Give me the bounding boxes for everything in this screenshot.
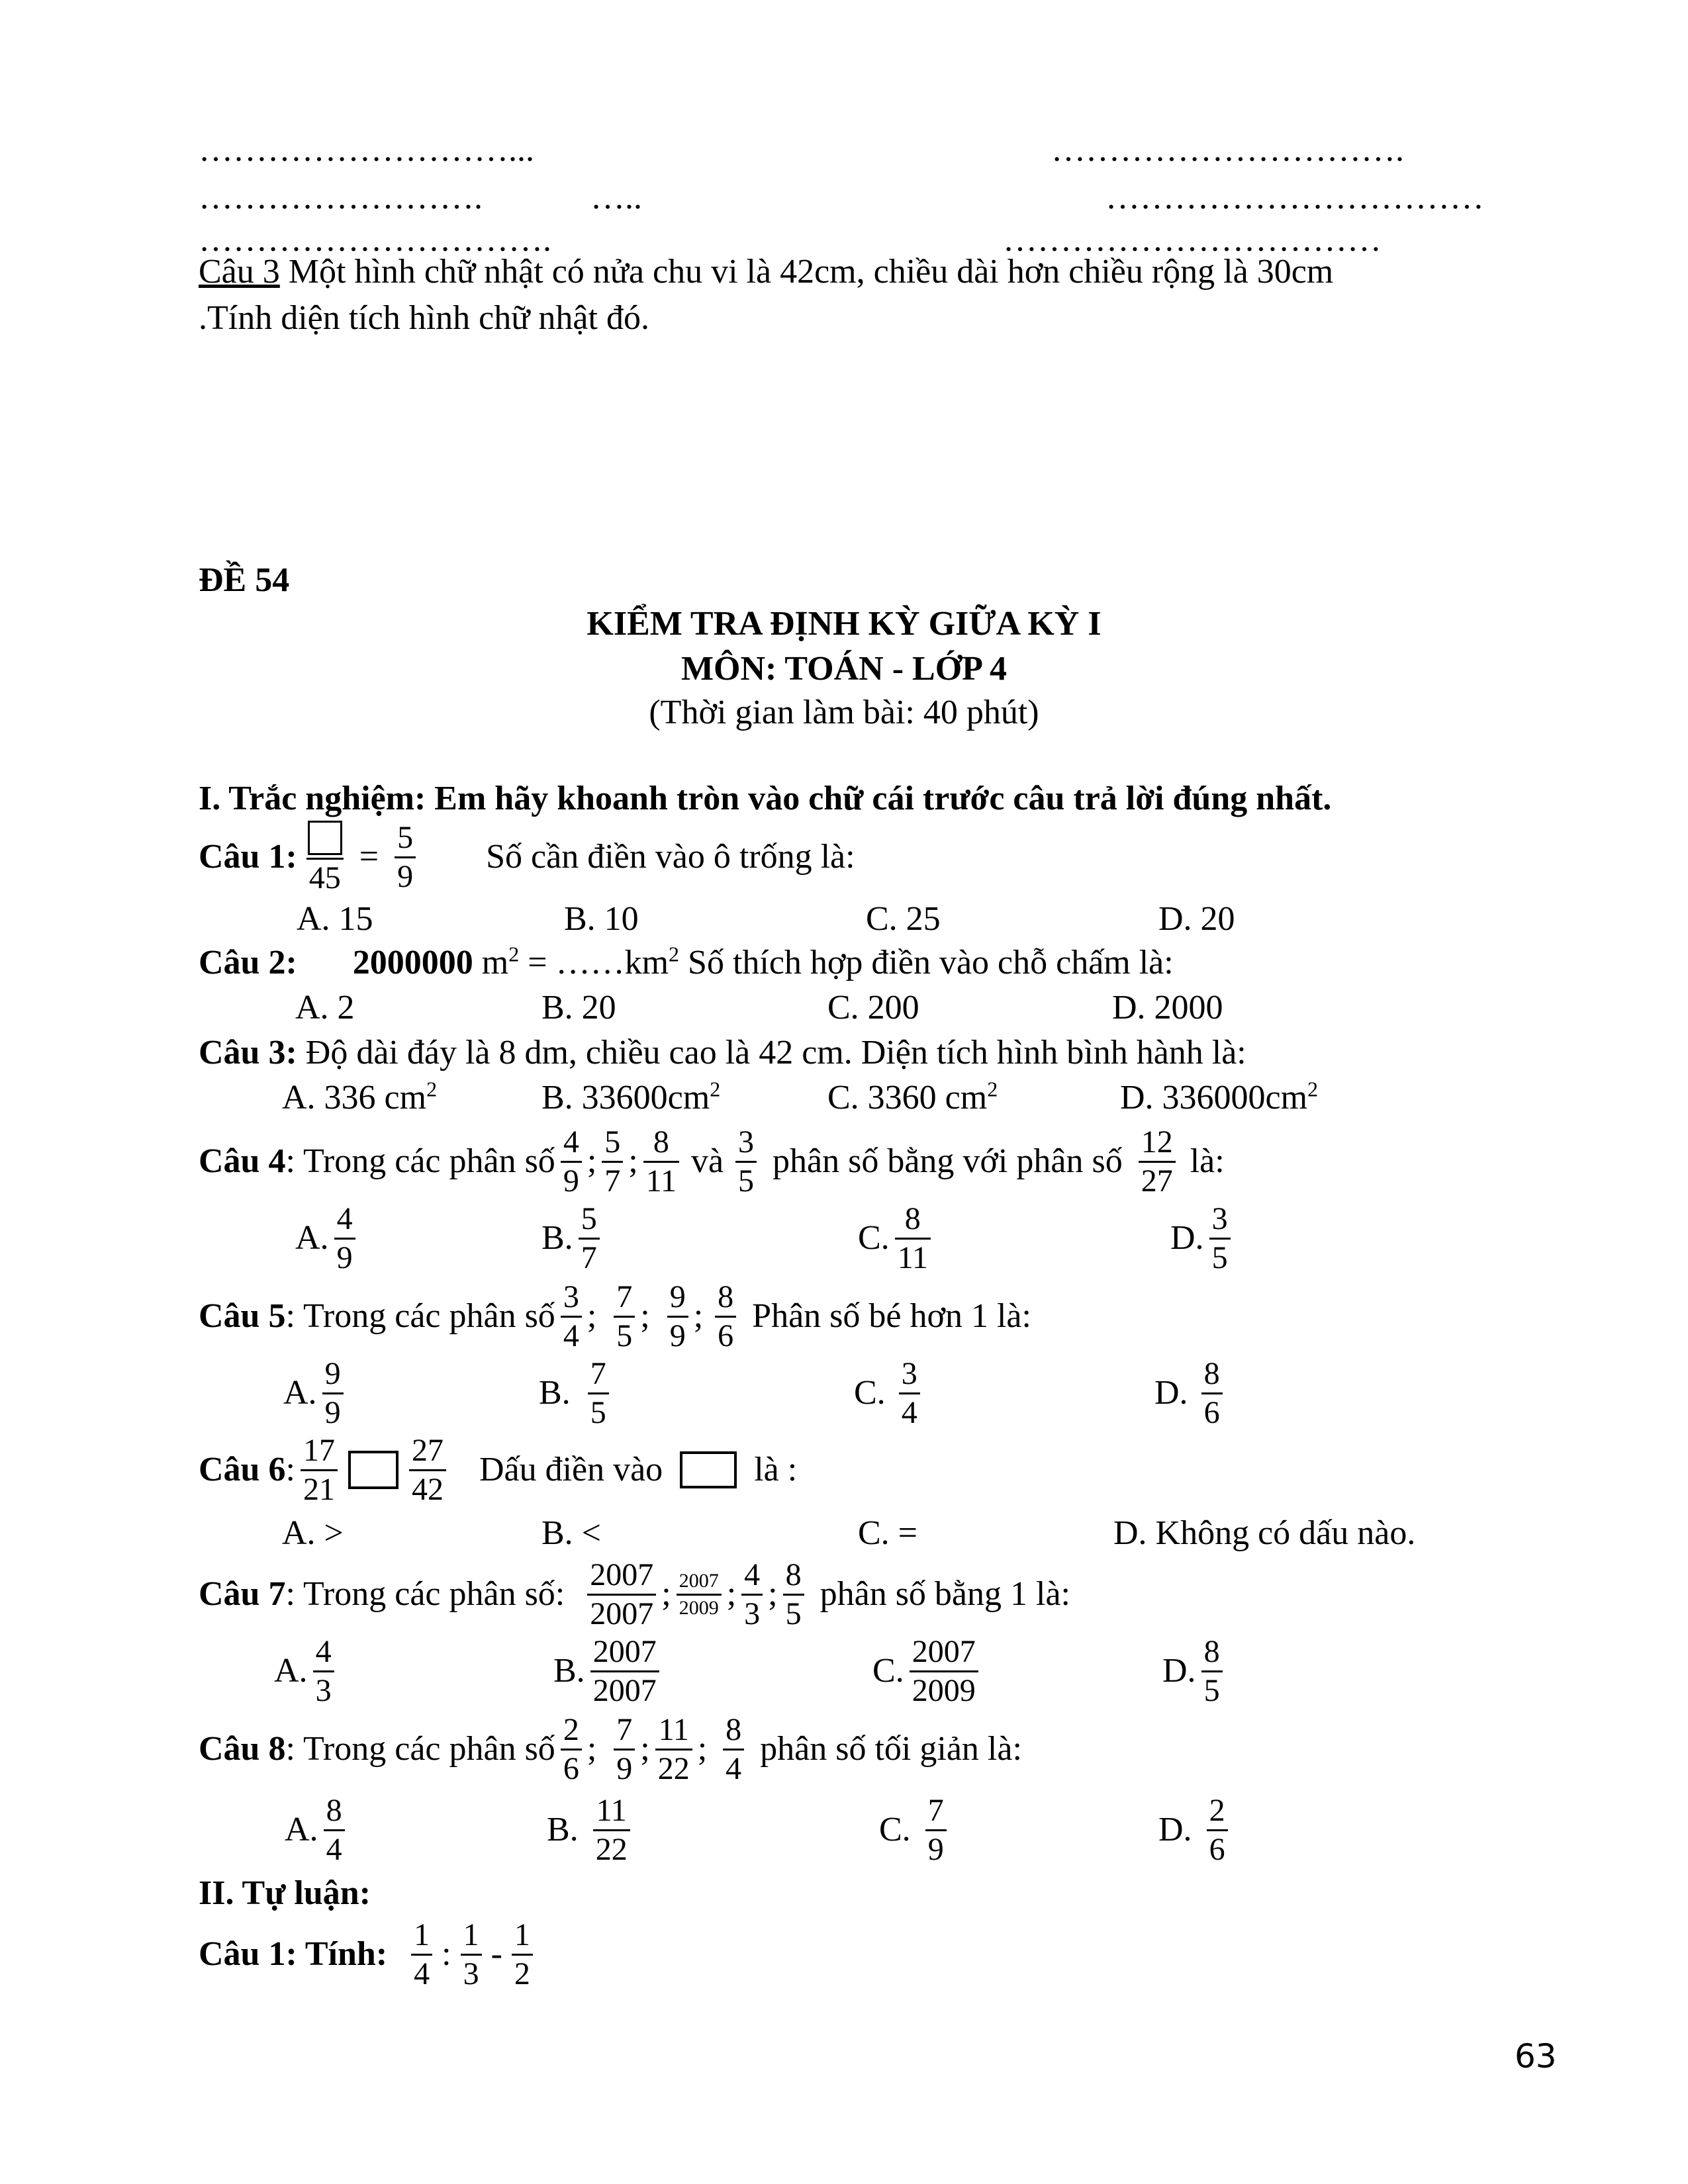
option-a[interactable]: A. 2	[295, 989, 355, 1026]
fraction: $\frac{8}{4}$	[324, 1795, 345, 1866]
question-4: Câu 4 : Trong các phân số $\frac{4}{9}$ ; $\frac{5}{7}$ ; $\frac{8}{11}$ và $\frac{3}{5}$ phân số bằng với phân số $\frac{12}{27}$ là:	[199, 1124, 1225, 1199]
question-label: Câu 1:	[199, 838, 297, 876]
part1-heading: I. Trắc nghiệm: Em hãy khoanh tròn vào chữ cái trước câu trả lời đúng nhất.	[199, 780, 1332, 817]
option-c[interactable]: C. 200	[827, 989, 919, 1026]
essay-question-1: Câu 1: Tính: $\frac{1}{4}$ : $\frac{1}{3}$ - $\frac{1}{2}$	[199, 1911, 538, 1997]
question-label: Câu 3	[199, 253, 280, 291]
equation: = ……km	[519, 944, 669, 981]
fraction: $\frac{2007}{2009}$	[677, 1571, 722, 1618]
option-a[interactable]: A. 15	[297, 900, 373, 938]
question-label: Câu 1: Tính:	[199, 1935, 388, 1973]
question-text: Phân số bé hơn 1 là:	[752, 1297, 1031, 1335]
option-b[interactable]: B. $\frac{5}{7}$	[541, 1195, 605, 1281]
question-text: phân số bằng 1 là:	[820, 1575, 1070, 1613]
option-c[interactable]: C. $\frac{3}{4}$	[854, 1350, 925, 1436]
question-text: : Trong các phân số	[285, 1142, 555, 1180]
fraction: $\frac{8}{6}$	[1201, 1358, 1223, 1429]
question-8: Câu 8 : Trong các phân số $\frac{2}{6}$ ; $\frac{7}{9}$ ; $\frac{11}{22}$ ; $\frac{8}{4}$ phân số tối giản là:	[199, 1711, 1022, 1786]
question-label: Câu 8	[199, 1730, 286, 1768]
question-text: : Trong các phân số:	[285, 1575, 565, 1613]
option-d[interactable]: D. Không có dấu nào.	[1113, 1514, 1416, 1552]
option-a[interactable]: A. $\frac{4}{3}$	[274, 1628, 340, 1714]
exam-duration: (Thời gian làm bài: 40 phút)	[649, 694, 1039, 731]
page-number: 63	[1515, 2037, 1557, 2075]
fraction: $\frac{5}{7}$	[602, 1126, 623, 1197]
fraction: $\frac{8}{5}$	[783, 1559, 804, 1630]
fraction: $\frac{1}{2}$	[512, 1919, 533, 1990]
option-c[interactable]: C. 25	[866, 900, 941, 938]
option-a[interactable]: A. 336 $cm^2$	[282, 1077, 438, 1116]
question-label: Câu 4	[199, 1142, 286, 1180]
fraction: $\frac{2}{6}$	[561, 1714, 582, 1785]
fraction: $\frac{3}{4}$	[561, 1281, 582, 1352]
fraction: $\frac{3}{4}$	[899, 1358, 920, 1429]
question-1	[199, 821, 855, 893]
exam-title: KIỂM TRA ĐỊNH KỲ GIỮA KỲ I	[586, 605, 1102, 643]
dotted-line: …..	[590, 179, 642, 216]
question-text: Độ dài đáy là 8 dm, chiều cao là 42 cm. Diện tích hình bình hành là:	[297, 1034, 1246, 1071]
blank-box[interactable]	[348, 1451, 399, 1489]
option-d[interactable]: D. $\frac{3}{5}$	[1170, 1195, 1236, 1281]
fraction: $\frac{7}{5}$	[614, 1281, 635, 1352]
dotted-line: ………………………...	[199, 131, 534, 169]
fraction: $\frac{5}{7}$	[579, 1203, 600, 1274]
fraction: $\frac{4}{9}$	[561, 1126, 582, 1197]
exam-subject: MÔN: TOÁN - LỚP 4	[680, 650, 1008, 688]
option-b[interactable]: B. $\frac{7}{5}$	[539, 1350, 614, 1436]
blank-box	[308, 821, 342, 855]
option-b[interactable]: B. $\frac{11}{22}$	[547, 1787, 635, 1873]
question-text: phân số bằng với phân số	[773, 1142, 1123, 1180]
fraction: $\frac{2007}{2007}$	[587, 1559, 656, 1630]
fraction: $\frac{3}{5}$	[1209, 1203, 1231, 1274]
question-label: Câu 3:	[199, 1034, 297, 1071]
fraction: $\frac{5}{9}$	[395, 822, 416, 893]
option-d[interactable]: D. $\frac{2}{6}$	[1158, 1787, 1233, 1873]
question-text: phân số tối giản là:	[760, 1730, 1022, 1768]
question-5: Câu 5 : Trong các phân số $\frac{3}{4}$ ; $\frac{7}{5}$ ; $\frac{9}{9}$ ; $\frac{8}{6}$ Phân số bé hơn 1 là:	[199, 1279, 1031, 1353]
dotted-line: …………………….	[199, 179, 483, 216]
question-label: Câu 5	[199, 1297, 286, 1335]
option-b[interactable]: B. $\frac{2007}{2007}$	[553, 1628, 665, 1714]
equals-sign: =	[359, 838, 379, 876]
option-c[interactable]: C. =	[858, 1514, 918, 1552]
blank-box[interactable]	[680, 1451, 737, 1488]
option-a[interactable]: A. $\frac{8}{4}$	[285, 1787, 350, 1873]
exponent: 2	[669, 942, 680, 966]
fraction: $\frac{4}{9}$	[334, 1203, 355, 1274]
fraction	[306, 821, 344, 894]
unit: m	[473, 944, 509, 981]
fraction: $\frac{8}{5}$	[1201, 1636, 1223, 1707]
fraction: $\frac{8}{6}$	[715, 1281, 736, 1352]
question-7: Câu 7 : Trong các phân số: $\frac{2007}{2007}$ ; $\frac{2007}{2009}$ ; $\frac{4}{3}$ ; $\frac{8}{5}$ phân số bằng 1 là:	[199, 1557, 1070, 1631]
option-b[interactable]: B. 20	[541, 989, 616, 1026]
question-label: Câu 7	[199, 1575, 286, 1613]
question-text: Số thích hợp điền vào chỗ chấm là:	[679, 944, 1174, 981]
option-c[interactable]: C. $\frac{7}{9}$	[879, 1787, 952, 1873]
fraction: $\frac{3}{5}$	[735, 1126, 757, 1197]
fraction: $\frac{7}{5}$	[588, 1358, 609, 1429]
fraction: $\frac{11}{22}$	[593, 1795, 630, 1866]
fraction: $\frac{9}{9}$	[667, 1281, 688, 1352]
option-d[interactable]: D. 2000	[1112, 989, 1223, 1026]
option-b[interactable]: B. 10	[564, 900, 639, 938]
dotted-line: ………………………….	[199, 221, 551, 259]
fraction: $\frac{7}{9}$	[614, 1714, 635, 1785]
question-text: Số cần điền vào ô trống là:	[486, 838, 855, 876]
fraction: $\frac{27}{42}$	[409, 1435, 446, 1506]
fraction: $\frac{8}{11}$	[643, 1126, 679, 1197]
prev-question-3-line2: .Tính diện tích hình chữ nhật đó.	[199, 299, 649, 337]
question-6: Câu 6 : $\frac{17}{21}$ $\frac{27}{42}$ Dấu điền vào là :	[199, 1432, 798, 1507]
fraction: $\frac{9}{9}$	[322, 1358, 344, 1429]
fraction: $\frac{12}{27}$	[1139, 1126, 1176, 1197]
option-d[interactable]: D. $\frac{8}{5}$	[1162, 1628, 1228, 1714]
question-text: : Trong các phân số	[285, 1297, 555, 1335]
fraction: $\frac{2007}{2009}$	[910, 1636, 978, 1707]
option-a[interactable]: A. $\frac{4}{9}$	[295, 1195, 361, 1281]
question-text: : Trong các phân số	[285, 1730, 555, 1768]
part2-heading: II. Tự luận:	[199, 1874, 371, 1912]
fraction: $\frac{2}{6}$	[1207, 1795, 1228, 1866]
value: 2000000	[352, 944, 473, 981]
option-a[interactable]: A. $\frac{9}{9}$	[283, 1350, 349, 1436]
fraction: $\frac{4}{3}$	[741, 1559, 763, 1630]
dotted-line: ……………………………	[1105, 179, 1484, 216]
fraction: $\frac{2007}{2007}$	[590, 1636, 659, 1707]
dotted-line: ……………………………	[1003, 221, 1382, 259]
fraction: $\frac{1}{3}$	[461, 1919, 482, 1990]
question-label: Câu 2:	[199, 944, 297, 981]
fraction: $\frac{4}{3}$	[313, 1636, 334, 1707]
question-3	[199, 1032, 1246, 1073]
fraction: $\frac{1}{4}$	[411, 1919, 432, 1990]
option-c[interactable]: C. 3360 $cm^2$	[827, 1077, 998, 1116]
fraction: $\frac{7}{9}$	[925, 1795, 947, 1866]
fraction: $\frac{11}{22}$	[655, 1714, 692, 1785]
denominator: 45	[308, 860, 341, 895]
question-2	[199, 942, 1174, 983]
fraction: $\frac{17}{21}$	[301, 1435, 338, 1506]
question-text: Một hình chữ nhật có nửa chu vi là 42cm, chiều dài hơn chiều rộng là 30cm	[279, 253, 1334, 291]
option-b[interactable]: B. $33600cm^2$	[541, 1077, 721, 1116]
exam-code: ĐỀ 54	[199, 561, 290, 599]
option-d[interactable]: D. $336000cm^2$	[1120, 1077, 1319, 1116]
option-d[interactable]: D. $\frac{8}{6}$	[1154, 1350, 1228, 1436]
question-label: Câu 6	[199, 1451, 286, 1488]
fraction: $\frac{8}{4}$	[723, 1714, 744, 1785]
option-a[interactable]: A. >	[282, 1514, 344, 1552]
option-c[interactable]: C. $\frac{8}{11}$	[858, 1195, 936, 1281]
option-b[interactable]: B. <	[541, 1514, 602, 1552]
option-c[interactable]: C. $\frac{2007}{2009}$	[872, 1628, 984, 1714]
prev-question-3	[199, 251, 1333, 293]
option-d[interactable]: D. 20	[1158, 900, 1235, 938]
fraction: $\frac{8}{11}$	[895, 1203, 931, 1274]
exponent: 2	[508, 942, 520, 966]
question-text: Dấu điền vào	[479, 1451, 663, 1488]
dotted-line: ………………………….	[1051, 131, 1404, 169]
